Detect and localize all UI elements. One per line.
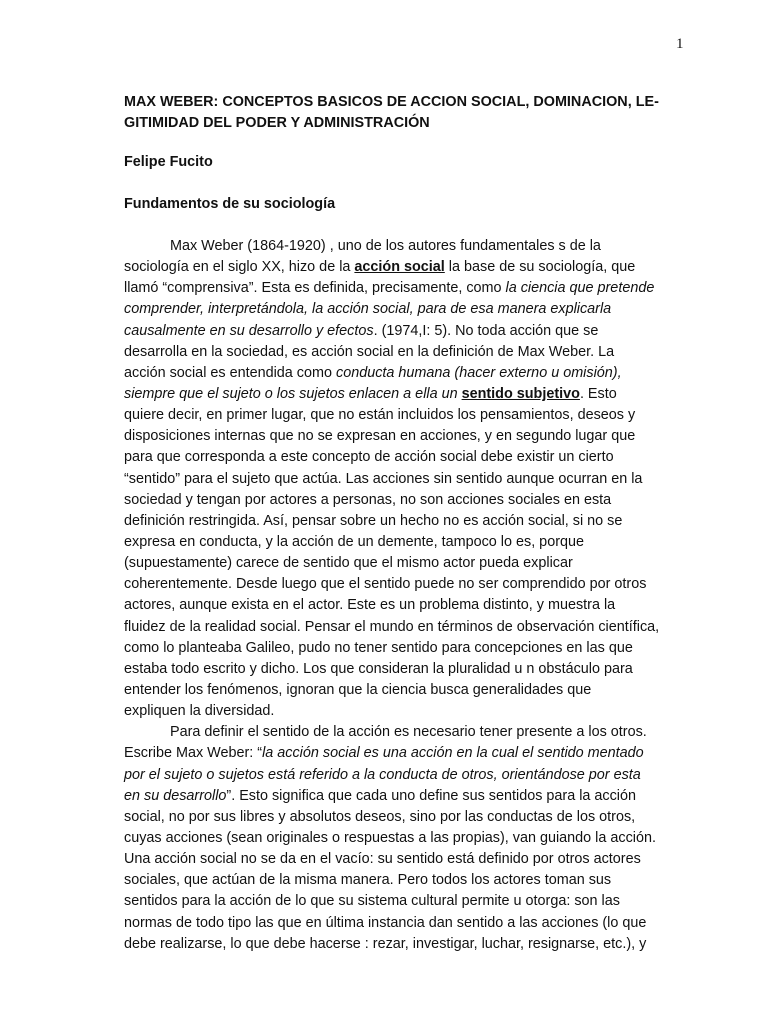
key-term: acción social [354, 259, 445, 276]
text-line [124, 722, 704, 743]
italic-text: la acción social es una acción en la cual el sentido mentado [262, 745, 644, 762]
title-line: MAX WEBER: CONCEPTOS BASICOS DE ACCION SOCIAL, DOMINACION, LE- [124, 94, 659, 110]
text-line [124, 786, 704, 807]
text-line [124, 870, 704, 891]
text-line [124, 849, 704, 870]
text-line [124, 638, 704, 659]
text-segment: fluidez de la realidad social. Pensar el mundo en términos de observación científica, [124, 618, 660, 635]
italic-text: causalmente en su desarrollo y efectos [124, 322, 374, 339]
text-line [124, 934, 704, 955]
text-segment: actores, aunque exista en el actor. Este es un problema distinto, y muestra la [124, 597, 616, 614]
text-line [124, 743, 704, 764]
title-line: GITIMIDAD DEL PODER Y ADMINISTRACIÓN [124, 115, 430, 131]
text-segment: (supuestamente) carece de sentido que el mismo actor pueda explicar [124, 555, 573, 572]
text-segment: la base de su sociología, que [444, 259, 636, 276]
text-line [124, 659, 704, 680]
text-segment: . Esto [579, 385, 617, 402]
section-heading: Fundamentos de su sociología [124, 196, 336, 212]
text-segment: desarrolla en la sociedad, es acción social en la definición de Max Weber. La [124, 343, 615, 360]
text-line [124, 469, 704, 490]
text-line [124, 236, 704, 257]
text-segment: “sentido” para el sujeto que actúa. Las acciones sin sentido aunque ocurran en la [124, 470, 643, 487]
text-segment: coherentemente. Desde luego que el sentido puede no ser comprendido por otros [124, 576, 647, 593]
italic-text: en su desarrollo [124, 787, 227, 804]
text-line [124, 617, 704, 638]
text-line [124, 342, 704, 363]
text-line [124, 532, 704, 553]
text-segment: sociología en el siglo XX, hizo de la [124, 259, 355, 276]
italic-text: conducta humana (hacer externo u omisión), [336, 364, 622, 381]
text-line [124, 765, 704, 786]
text-segment: expresa en conducta, y la acción de un demente, tampoco lo es, porque [124, 533, 584, 550]
text-segment: estaba todo escrito y dicho. Los que consideran la pluralidad u n obstáculo para [124, 660, 633, 677]
text-segment: Escribe Max Weber: “ [124, 745, 263, 762]
text-segment: Una acción social no se da en el vacío: su sentido está definido por otros actores [124, 851, 641, 868]
text-line [124, 701, 704, 722]
text-line [124, 807, 704, 828]
text-segment: entender los fenómenos, ignoran que la ciencia busca generalidades que [124, 681, 592, 698]
page-number: 1 [676, 36, 684, 52]
text-segment: sentidos para la acción de lo que su sistema cultural permite u otorga: son las [124, 893, 620, 910]
text-segment: sociedad y tengan por actores a personas, no son acciones sociales en esta [124, 491, 612, 508]
text-line [124, 913, 704, 934]
text-line [124, 257, 704, 278]
text-line [124, 363, 704, 384]
text-segment: expliquen la diversidad. [124, 703, 275, 720]
text-segment: normas de todo tipo las que en última instancia dan sentido a las acciones (lo que [124, 914, 647, 931]
document-title [124, 92, 694, 134]
italic-text: por el sujeto o sujetos está referido a la conducta de otros, orientándose por esta [124, 766, 641, 783]
text-segment: social, no por sus libres y absolutos deseos, sino por las conductas de los otros, [124, 808, 636, 825]
text-segment: llamó “comprensiva”. Esta es definida, precisamente, como [124, 280, 506, 297]
text-segment: disposiciones internas que no se expresan en acciones, y en segundo lugar que [124, 428, 636, 445]
text-segment: sociales, que actúan de la misma manera. Pero todos los actores toman sus [124, 872, 612, 889]
text-line [124, 384, 704, 405]
text-line [124, 278, 704, 299]
text-line [124, 595, 704, 616]
text-line [124, 574, 704, 595]
text-segment: definición restringida. Así, pensar sobre un hecho no es acción social, si no se [124, 512, 623, 529]
text-segment: Para definir el sentido de la acción es necesario tener presente a los otros. [170, 724, 647, 741]
text-segment: cuyas acciones (sean originales o respuestas a las propias), van guiando la acción. [124, 829, 656, 846]
text-segment: como lo planteaba Galileo, pudo no tener sentido para concepciones en las que [124, 639, 633, 656]
text-line [124, 891, 704, 912]
text-line [124, 405, 704, 426]
body-text [124, 236, 704, 955]
text-line [124, 447, 704, 468]
text-line [124, 553, 704, 574]
text-segment: ”. Esto significa que cada uno define sus sentidos para la acción [226, 787, 636, 804]
text-line [124, 426, 704, 447]
text-line [124, 680, 704, 701]
author-name: Felipe Fucito [124, 154, 213, 170]
key-term: sentido subjetivo [461, 385, 580, 402]
text-segment: debe realizarse, lo que debe hacerse : rezar, investigar, luchar, resignarse, etc.), y [124, 935, 647, 952]
text-segment: . (1974,I: 5). No toda acción que se [373, 322, 599, 339]
text-line [124, 828, 704, 849]
italic-text: comprender, interpretándola, la acción social, para de esa manera explicarla [124, 301, 612, 318]
text-line [124, 321, 704, 342]
text-line [124, 490, 704, 511]
text-line [124, 299, 704, 320]
text-segment: quiere decir, en primer lugar, que no están incluidos los pensamientos, deseos y [124, 407, 636, 424]
text-line [124, 511, 704, 532]
text-segment: para que corresponda a este concepto de acción social debe existir un cierto [124, 449, 614, 466]
text-segment: acción social es entendida como [124, 364, 336, 381]
italic-text: siempre que el sujeto o los sujetos enlacen a ella un [124, 385, 462, 402]
text-segment: Max Weber (1864-1920) , uno de los autores fundamentales s de la [170, 238, 601, 254]
italic-text: la ciencia que pretende [505, 280, 655, 297]
